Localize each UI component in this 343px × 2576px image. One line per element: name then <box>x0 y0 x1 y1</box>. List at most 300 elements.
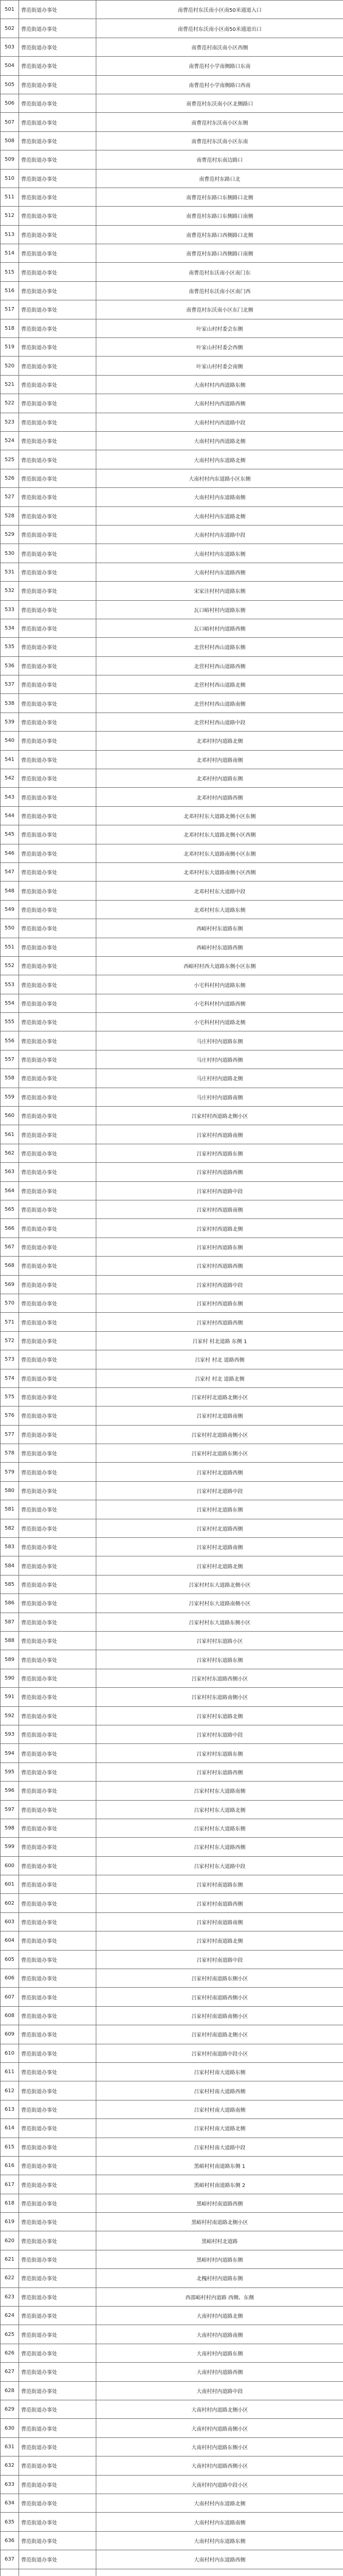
unit-name-cell: 曹范街道办事处 <box>19 113 96 131</box>
location-cell: 南曹范村东路口东侧路口北侧 <box>96 188 343 206</box>
unit-name-cell: 曹范街道办事处 <box>19 1725 96 1743</box>
location-cell: 南曹范村东沃南小区东门北侧 <box>96 300 343 319</box>
table-row <box>1 2494 343 2512</box>
unit-name-cell: 曹范街道办事处 <box>19 769 96 788</box>
row-number-cell: 525 <box>1 450 19 469</box>
unit-name-cell: 曹范街道办事处 <box>19 38 96 56</box>
location-cell: 北邓村村东大道路北侧小区东侧 <box>96 806 343 825</box>
table-row <box>1 1238 343 1256</box>
location-cell: 小宅科村村内道路东侧 <box>96 975 343 994</box>
location-cell: 西峪村村东道路东侧 <box>96 919 343 938</box>
location-cell: 马庄村村内道路西侧 <box>96 1050 343 1069</box>
location-cell: 南曹范村小学南侧路口东南 <box>96 57 343 75</box>
row-number-cell: 531 <box>1 563 19 581</box>
unit-name-cell: 曹范街道办事处 <box>19 1519 96 1537</box>
location-cell: 吕家村村西道路东侧 <box>96 1144 343 1162</box>
row-number-cell: 572 <box>1 1331 19 1350</box>
row-number-cell: 506 <box>1 94 19 112</box>
row-number-cell: 632 <box>1 2456 19 2475</box>
row-number-cell: 602 <box>1 1894 19 1912</box>
row-number-cell: 607 <box>1 1988 19 2006</box>
unit-name-cell: 曹范街道办事处 <box>19 1688 96 1706</box>
location-cell: 吕家村 村北 道路北侧 <box>96 1369 343 1387</box>
unit-name-cell: 曹范街道办事处 <box>19 319 96 337</box>
table-row <box>1 338 343 357</box>
unit-name-cell: 曹范街道办事处 <box>19 975 96 994</box>
unit-name-cell: 曹范街道办事处 <box>19 244 96 263</box>
location-cell: 吕家村村西道路北侧 <box>96 1219 343 1238</box>
table-row <box>1 2400 343 2419</box>
row-number-cell: 518 <box>1 319 19 337</box>
unit-name-cell: 曹范街道办事处 <box>19 2119 96 2138</box>
table-row <box>1 2419 343 2437</box>
location-cell: 吕家村村西道路南侧 <box>96 1200 343 1219</box>
unit-name-cell: 曹范街道办事处 <box>19 1988 96 2006</box>
location-cell: 大南村村内道路中段 <box>96 2381 343 2400</box>
row-number-cell: 527 <box>1 488 19 506</box>
unit-name-cell: 曹范街道办事处 <box>19 938 96 956</box>
row-number-cell: 553 <box>1 975 19 994</box>
location-cell: 南曹范村小学南侧路口西南 <box>96 75 343 94</box>
table-row <box>1 2363 343 2381</box>
unit-name-cell: 曹范街道办事处 <box>19 57 96 75</box>
table-row <box>1 1181 343 1200</box>
location-cell: 黑峪村村南道路东侧 1 <box>96 2156 343 2175</box>
table-row <box>1 1613 343 1631</box>
unit-name-cell: 曹范街道办事处 <box>19 300 96 319</box>
unit-name-cell: 曹范街道办事处 <box>19 2437 96 2456</box>
unit-name-cell: 曹范街道办事处 <box>19 2400 96 2419</box>
row-number-cell: 598 <box>1 1819 19 1837</box>
location-cell: 吕家村村北道路北侧 <box>96 1556 343 1575</box>
unit-name-cell: 曹范街道办事处 <box>19 956 96 975</box>
unit-name-cell: 曹范街道办事处 <box>19 225 96 244</box>
row-number-cell: 510 <box>1 169 19 188</box>
unit-name-cell: 曹范街道办事处 <box>19 2287 96 2306</box>
table-row <box>1 2062 343 2081</box>
location-cell: 吕家村村北道路西侧 <box>96 1463 343 1481</box>
unit-name-cell: 曹范街道办事处 <box>19 1031 96 1050</box>
location-cell: 吕家村 村北道路 东侧 1 <box>96 1331 343 1350</box>
unit-name-cell: 曹范街道办事处 <box>19 263 96 281</box>
location-cell: 北邓村村东大道路南侧小区东侧 <box>96 844 343 862</box>
row-number-cell: 590 <box>1 1669 19 1687</box>
location-cell: 北邓村村内道路东侧 <box>96 769 343 788</box>
table-row <box>1 919 343 938</box>
table-row <box>1 882 343 900</box>
row-number-cell: 630 <box>1 2419 19 2437</box>
row-number-cell: 628 <box>1 2381 19 2400</box>
table-row <box>1 1688 343 1706</box>
unit-name-cell: 曹范街道办事处 <box>19 2025 96 2044</box>
row-number-cell: 627 <box>1 2363 19 2381</box>
table-row <box>1 1950 343 1969</box>
table-row <box>1 469 343 487</box>
row-number-cell: 507 <box>1 113 19 131</box>
unit-name-cell: 曹范街道办事处 <box>19 1200 96 1219</box>
unit-name-cell: 曹范街道办事处 <box>19 2100 96 2119</box>
table-row <box>1 488 343 506</box>
location-cell: 大南村村内道路西侧小区 <box>96 2456 343 2475</box>
row-number-cell: 587 <box>1 1613 19 1631</box>
table-row <box>1 1481 343 1500</box>
unit-name-cell: 曹范街道办事处 <box>19 638 96 656</box>
unit-name-cell: 曹范街道办事处 <box>19 1969 96 1988</box>
unit-name-cell: 曹范街道办事处 <box>19 619 96 637</box>
row-number-cell: 571 <box>1 1313 19 1331</box>
table-row <box>1 750 343 769</box>
unit-name-cell: 曹范街道办事处 <box>19 1556 96 1575</box>
row-number-cell: 520 <box>1 357 19 375</box>
unit-name-cell: 曹范街道办事处 <box>19 1594 96 1613</box>
table-row <box>1 1538 343 1556</box>
unit-name-cell: 曹范街道办事处 <box>19 1819 96 1837</box>
location-cell: 大南村村内西道路东侧 <box>96 375 343 394</box>
table-row <box>1 2025 343 2044</box>
row-number-cell: 626 <box>1 2344 19 2362</box>
location-cell: 吕家村村东道路南侧小区 <box>96 1688 343 1706</box>
unit-name-cell: 曹范街道办事处 <box>19 919 96 938</box>
table-row <box>1 788 343 806</box>
unit-name-cell: 曹范街道办事处 <box>19 900 96 919</box>
location-cell: 大南村村内道路东侧 <box>96 2344 343 2362</box>
table-row <box>1 862 343 881</box>
table-row <box>1 19 343 38</box>
row-number-cell: 583 <box>1 1538 19 1556</box>
location-cell: 吕家村村东大道路北侧小区 <box>96 1575 343 1594</box>
table-row <box>1 1406 343 1425</box>
location-cell: 大南村村内东道路西侧 <box>96 2550 343 2569</box>
location-cell: 大南村村内东道路西侧 <box>96 563 343 581</box>
row-number-cell: 588 <box>1 1631 19 1650</box>
row-number-cell: 616 <box>1 2156 19 2175</box>
row-number-cell: 604 <box>1 1931 19 1950</box>
unit-name-cell: 曹范街道办事处 <box>19 1350 96 1369</box>
row-number-cell: 505 <box>1 75 19 94</box>
row-number-cell: 512 <box>1 207 19 225</box>
table-row <box>1 281 343 300</box>
table-row <box>1 900 343 919</box>
unit-name-cell: 曹范街道办事处 <box>19 1444 96 1463</box>
location-cell: 吕家村村西道路北侧小区 <box>96 1107 343 1125</box>
unit-name-cell: 曹范街道办事处 <box>19 1163 96 1181</box>
location-cell: 马庄村村内道路东侧 <box>96 1031 343 1050</box>
location-cell: 吕家村村东道路西侧小区 <box>96 1669 343 1687</box>
row-number-cell: 556 <box>1 1031 19 1050</box>
row-number-cell: 541 <box>1 750 19 769</box>
table-row <box>1 956 343 975</box>
row-number-cell: 501 <box>1 1 19 19</box>
row-number-cell: 589 <box>1 1650 19 1669</box>
unit-name-cell: 曹范街道办事处 <box>19 2513 96 2531</box>
table-row <box>1 1838 343 1856</box>
row-number-cell: 545 <box>1 825 19 844</box>
unit-name-cell: 曹范街道办事处 <box>19 431 96 450</box>
table-row <box>1 1125 343 1144</box>
location-cell: 吕家村村东道路中段 <box>96 1725 343 1743</box>
unit-name-cell: 曹范街道办事处 <box>19 1931 96 1950</box>
table-row <box>1 207 343 225</box>
location-cell: 吕家村村南道路中段小区 <box>96 2044 343 2062</box>
table-row <box>1 1444 343 1463</box>
location-cell: 吕家村村西道路东侧 <box>96 1294 343 1312</box>
table-row <box>1 431 343 450</box>
row-number-cell: 533 <box>1 600 19 619</box>
row-number-cell: 549 <box>1 900 19 919</box>
location-cell: 大南村村内西道路西侧 <box>96 394 343 413</box>
row-number-cell: 569 <box>1 1275 19 1294</box>
row-number-cell: 552 <box>1 956 19 975</box>
row-number-cell: 597 <box>1 1800 19 1819</box>
location-cell: 吕家村村北道路中段 <box>96 1481 343 1500</box>
location-cell: 南曹范村东路口北 <box>96 169 343 188</box>
table-row <box>1 675 343 694</box>
location-cell <box>96 2569 343 2576</box>
table-row <box>1 2325 343 2344</box>
row-number-cell: 575 <box>1 1387 19 1406</box>
table-row <box>1 300 343 319</box>
unit-name-cell: 曹范街道办事处 <box>19 75 96 94</box>
table-row <box>1 2231 343 2250</box>
unit-name-cell: 曹范街道办事处 <box>19 1838 96 1856</box>
location-cell: 吕家村村东道路小区 <box>96 1631 343 1650</box>
row-number-cell: 546 <box>1 844 19 862</box>
unit-name-cell: 曹范街道办事处 <box>19 862 96 881</box>
location-cell: 大南村村内道路北侧小区 <box>96 2400 343 2419</box>
table-row <box>1 506 343 525</box>
unit-name-cell: 曹范街道办事处 <box>19 2044 96 2062</box>
unit-name-cell: 曹范街道办事处 <box>19 1406 96 1425</box>
location-cell: 马庄村村内道路南侧 <box>96 1088 343 1106</box>
location-cell: 北邓村村内道路北侧 <box>96 732 343 750</box>
table-row <box>1 1969 343 1988</box>
row-number-cell: 578 <box>1 1444 19 1463</box>
row-number-cell: 596 <box>1 1782 19 1800</box>
unit-name-cell: 曹范街道办事处 <box>19 1313 96 1331</box>
row-number-cell: 509 <box>1 150 19 169</box>
unit-name-cell: 曹范街道办事处 <box>19 131 96 150</box>
unit-name-cell: 曹范街道办事处 <box>19 188 96 206</box>
table-row <box>1 1107 343 1125</box>
location-cell: 宋家洼村村内道路东侧 <box>96 582 343 600</box>
unit-name-cell: 曹范街道办事处 <box>19 1069 96 1088</box>
row-number-cell: 540 <box>1 732 19 750</box>
location-cell: 大南村村内道路东侧小区 <box>96 2437 343 2456</box>
row-number-cell: 615 <box>1 2138 19 2156</box>
unit-name-cell: 曹范街道办事处 <box>19 1219 96 1238</box>
row-number-cell: 513 <box>1 225 19 244</box>
row-number-cell: 591 <box>1 1688 19 1706</box>
location-cell: 大南村村内东道路东侧 <box>96 2531 343 2550</box>
row-number-cell: 585 <box>1 1575 19 1594</box>
table-row <box>1 1894 343 1912</box>
row-number-cell: 624 <box>1 2307 19 2325</box>
row-number-cell: 574 <box>1 1369 19 1387</box>
unit-name-cell: 曹范街道办事处 <box>19 506 96 525</box>
table-row <box>1 263 343 281</box>
unit-name-cell: 曹范街道办事处 <box>19 169 96 188</box>
row-number-cell: 619 <box>1 2213 19 2231</box>
table-row <box>1 544 343 563</box>
row-number-cell: 535 <box>1 638 19 656</box>
unit-name-cell: 曹范街道办事处 <box>19 1331 96 1350</box>
table-row <box>1 1669 343 1687</box>
table-row <box>1 225 343 244</box>
location-cell: 黑峪村村内道路东侧 <box>96 2250 343 2268</box>
location-cell: 黑峪村村南道路西侧 <box>96 2194 343 2212</box>
row-number-cell: 618 <box>1 2194 19 2212</box>
location-cell: 南曹范村东路口西侧路口南侧 <box>96 244 343 263</box>
unit-name-cell: 曹范街道办事处 <box>19 1 96 19</box>
unit-name-cell: 曹范街道办事处 <box>19 1481 96 1500</box>
table-row <box>1 2100 343 2119</box>
row-number-cell: 631 <box>1 2437 19 2456</box>
row-number-cell: 519 <box>1 338 19 357</box>
unit-name-cell: 曹范街道办事处 <box>19 1650 96 1669</box>
unit-name-cell: 曹范街道办事处 <box>19 1875 96 1894</box>
row-number-cell: 560 <box>1 1107 19 1125</box>
table-row <box>1 563 343 581</box>
row-number-cell: 544 <box>1 806 19 825</box>
unit-name-cell: 曹范街道办事处 <box>19 2006 96 2025</box>
row-number-cell: 634 <box>1 2494 19 2512</box>
location-cell: 吕家村村东道路东侧 <box>96 1650 343 1669</box>
location-cell: 吕家村村西道路东侧 <box>96 1238 343 1256</box>
unit-name-cell: 曹范街道办事处 <box>19 582 96 600</box>
location-cell: 吕家村村南大道路北侧 <box>96 2119 343 2138</box>
location-cell: 北营村村西山道路东侧 <box>96 638 343 656</box>
table-row <box>1 1350 343 1369</box>
table-row <box>1 732 343 750</box>
unit-name-cell: 曹范街道办事处 <box>19 2138 96 2156</box>
unit-name-cell: 曹范街道办事处 <box>19 788 96 806</box>
unit-name-cell: 曹范街道办事处 <box>19 1894 96 1912</box>
unit-name-cell: 曹范街道办事处 <box>19 600 96 619</box>
unit-name-cell: 曹范街道办事处 <box>19 19 96 38</box>
location-cell: 南曹范村东沃南小区南50米通道出口 <box>96 19 343 38</box>
table-row <box>1 169 343 188</box>
unit-name-cell: 曹范街道办事处 <box>19 1088 96 1106</box>
row-number-cell: 605 <box>1 1950 19 1969</box>
location-cell: 吕家村村北道路东侧 <box>96 1500 343 1519</box>
table-row <box>1 582 343 600</box>
row-number-cell: 503 <box>1 38 19 56</box>
table-row <box>1 2250 343 2268</box>
unit-name-cell: 曹范街道办事处 <box>19 413 96 431</box>
unit-name-cell: 曹范街道办事处 <box>19 394 96 413</box>
row-number-cell: 594 <box>1 1744 19 1762</box>
row-number-cell: 514 <box>1 244 19 263</box>
location-cell: 吕家村村北道路东侧小区 <box>96 1444 343 1463</box>
table-row <box>1 713 343 731</box>
table-row <box>1 1912 343 1931</box>
unit-name-cell: 曹范街道办事处 <box>19 488 96 506</box>
unit-name-cell: 曹范街道办事处 <box>19 2531 96 2550</box>
table-row <box>1 975 343 994</box>
row-number-cell: 570 <box>1 1294 19 1312</box>
unit-name-cell: 曹范街道办事处 <box>19 2494 96 2512</box>
unit-name-cell: 曹范街道办事处 <box>19 732 96 750</box>
location-cell: 吕家村村北道路南侧小区 <box>96 1425 343 1444</box>
table-row <box>1 638 343 656</box>
unit-name-cell: 曹范街道办事处 <box>19 150 96 169</box>
location-cell: 大南村村内东道路北侧 <box>96 506 343 525</box>
row-number-cell: 611 <box>1 2062 19 2081</box>
table-row <box>1 394 343 413</box>
table-row <box>1 1594 343 1613</box>
location-cell: 马庄村村内道路北侧 <box>96 1069 343 1088</box>
unit-name-cell: 曹范街道办事处 <box>19 525 96 544</box>
unit-name-cell: 曹范街道办事处 <box>19 2456 96 2475</box>
location-cell: 吕家村村东大道路中段 <box>96 1856 343 1875</box>
location-cell: 大南村村内西道路北侧 <box>96 431 343 450</box>
row-number-cell: 629 <box>1 2400 19 2419</box>
location-cell: 吕家村村西道路西侧 <box>96 1257 343 1275</box>
table-row <box>1 1294 343 1312</box>
location-cell: 吕家村村南大道路西侧 <box>96 2081 343 2100</box>
unit-name-cell: 曹范街道办事处 <box>19 1500 96 1519</box>
unit-name-cell: 曹范街道办事处 <box>19 2231 96 2250</box>
location-cell: 北邓村村东大道路东侧 <box>96 900 343 919</box>
unit-name-cell: 曹范街道办事处 <box>19 2269 96 2287</box>
table-row <box>1 1257 343 1275</box>
location-cell: 吕家村村东大道路东侧 <box>96 1819 343 1837</box>
row-number-cell: 524 <box>1 431 19 450</box>
location-cell: 北营村村西山道路西侧 <box>96 656 343 675</box>
table-row <box>1 1800 343 1819</box>
row-number-cell: 550 <box>1 919 19 938</box>
row-number-cell: 609 <box>1 2025 19 2044</box>
row-number-cell: 502 <box>1 19 19 38</box>
table-row <box>1 1163 343 1181</box>
unit-name-cell: 曹范街道办事处 <box>19 1294 96 1312</box>
table-row <box>1 525 343 544</box>
location-table-body <box>1 1 343 2576</box>
unit-name-cell: 曹范街道办事处 <box>19 1013 96 1031</box>
table-row <box>1 1875 343 1894</box>
unit-name-cell: 曹范街道办事处 <box>19 2250 96 2268</box>
row-number-cell: 623 <box>1 2287 19 2306</box>
unit-name-cell: 曹范街道办事处 <box>19 1912 96 1931</box>
table-row <box>1 150 343 169</box>
table-row <box>1 2437 343 2456</box>
row-number-cell: 584 <box>1 1556 19 1575</box>
row-number-cell: 566 <box>1 1219 19 1238</box>
row-number-cell: 561 <box>1 1125 19 1144</box>
row-number-cell: 557 <box>1 1050 19 1069</box>
unit-name-cell: 曹范街道办事处 <box>19 750 96 769</box>
row-number-cell: 538 <box>1 694 19 713</box>
row-number-cell: 600 <box>1 1856 19 1875</box>
row-number-cell: 558 <box>1 1069 19 1088</box>
unit-name-cell: 曹范街道办事处 <box>19 338 96 357</box>
location-cell: 大南村村内东道路北侧 <box>96 450 343 469</box>
unit-name-cell: 曹范街道办事处 <box>19 469 96 487</box>
table-row <box>1 319 343 337</box>
unit-name-cell: 曹范街道办事处 <box>19 994 96 1012</box>
location-cell: 吕家村村东大道路西侧 <box>96 1838 343 1856</box>
row-number-cell: 547 <box>1 862 19 881</box>
table-row <box>1 357 343 375</box>
location-cell: 小宅科村村内道路西侧 <box>96 994 343 1012</box>
table-row <box>1 2307 343 2325</box>
unit-name-cell: 曹范街道办事处 <box>19 1144 96 1162</box>
row-number-cell: 526 <box>1 469 19 487</box>
table-row <box>1 2475 343 2494</box>
unit-name-cell: 曹范街道办事处 <box>19 450 96 469</box>
location-cell: 南曹范村东沃南小区北侧路口 <box>96 94 343 112</box>
location-cell: 吕家村村东道路东侧 <box>96 1744 343 1762</box>
